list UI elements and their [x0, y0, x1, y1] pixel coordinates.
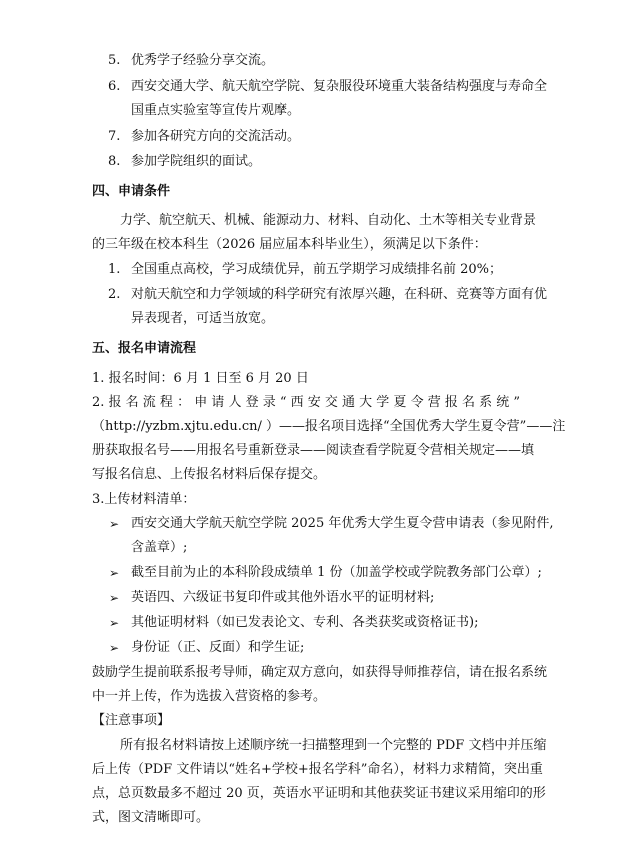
list-item-text: 西安交通大学、航天航空学院、复杂服役环境重大装备结构强度与寿命全	[131, 79, 548, 94]
list-number: 7.	[108, 129, 121, 144]
list-item-text: 优秀学子经验分享交流。	[131, 53, 275, 68]
list-number: 8.	[108, 154, 121, 169]
list-item-text: 对航天航空和力学领域的科学研究有浓厚兴趣，在科研、竞赛等方面有优	[131, 287, 548, 302]
bullet-item-text: 截至目前为止的本科阶段成绩单 1 份（加盖学校或学院教务部门公章）;	[131, 565, 542, 580]
bullet-item-text: 西安交通大学航天航空学院 2025 年优秀大学生夏令营申请表（参见附件,	[131, 516, 554, 531]
section-heading: 四、申请条件	[92, 184, 171, 199]
paragraph-line: 中一并上传，作为选拔入营资格的参考。	[92, 689, 327, 704]
list-item-text: 国重点实验室等宣传片观摩。	[131, 103, 301, 118]
bullet-arrow-icon: ➢	[109, 517, 120, 531]
bullet-item-text: 身份证（正、反面）和学生证;	[131, 640, 305, 655]
paragraph-line: 2. 报 名 流 程 ： 申 请 人 登 录 “ 西 安 交 通 大 学 夏 令 营 报 名 系 统 ”	[92, 395, 521, 410]
paragraph-line: 所有报名材料请按上述顺序统一扫描整理到一个完整的 PDF 文档中并压缩	[120, 738, 547, 753]
list-number: 1.	[108, 262, 121, 277]
paragraph-line: 写报名信息、上传报名材料后保存提交。	[92, 467, 327, 482]
bullet-arrow-icon: ➢	[109, 566, 120, 580]
list-item-text: 异表现者，可适当放宽。	[131, 311, 275, 326]
list-number: 2.	[108, 287, 121, 302]
paragraph-line: 点，总页数最多不超过 20 页，英语水平证明和其他获奖证书建议采用缩印的形	[92, 786, 546, 801]
bullet-item-text: 含盖章）;	[131, 540, 188, 555]
bullet-item-text: 英语四、六级证书复印件或其他外语水平的证明材料;	[131, 590, 435, 605]
list-number: 5.	[108, 53, 121, 68]
section-heading: 五、报名申请流程	[92, 341, 197, 356]
paragraph-line: 力学、航空航天、机械、能源动力、材料、自动化、土木等相关专业背景	[120, 213, 537, 228]
paragraph-line: 鼓励学生提前联系报考导师，确定双方意向，如获得导师推荐信，请在报名系统	[92, 665, 548, 680]
paragraph-line: 的三年级在校本科生（2026 届应届本科毕业生），须满足以下条件：	[92, 237, 487, 252]
bullet-arrow-icon: ➢	[109, 616, 120, 630]
paragraph-line: 1. 报名时间：6 月 1 日至 6 月 20 日	[92, 371, 309, 386]
bullet-arrow-icon: ➢	[109, 641, 120, 655]
paragraph-line: 后上传（PDF 文件请以“姓名+学校+报名学科”命名），材料力求精简，突出重	[92, 762, 543, 777]
paragraph-line: 3.上传材料清单：	[92, 492, 196, 507]
paragraph-line: （http://yzbm.xjtu.edu.cn/ ）——报名项目选择“全国优秀大学生夏令营”——注	[92, 419, 566, 434]
paragraph-line: 册获取报名号——用报名号重新登录——阅读查看学院夏令营相关规定——填	[92, 443, 535, 458]
list-number: 6.	[108, 79, 121, 94]
list-item-text: 参加各研究方向的交流活动。	[131, 129, 301, 144]
list-item-text: 全国重点高校，学习成绩优异，前五学期学习成绩排名前 20%；	[131, 262, 503, 277]
list-item-text: 参加学院组织的面试。	[131, 154, 262, 169]
bullet-item-text: 其他证明材料（如已发表论文、专利、各类获奖或资格证书);	[131, 615, 479, 630]
bullet-arrow-icon: ➢	[109, 591, 120, 605]
paragraph-line: 式，图文清晰即可。	[92, 810, 210, 825]
notice-title: 【注意事项】	[92, 713, 171, 728]
